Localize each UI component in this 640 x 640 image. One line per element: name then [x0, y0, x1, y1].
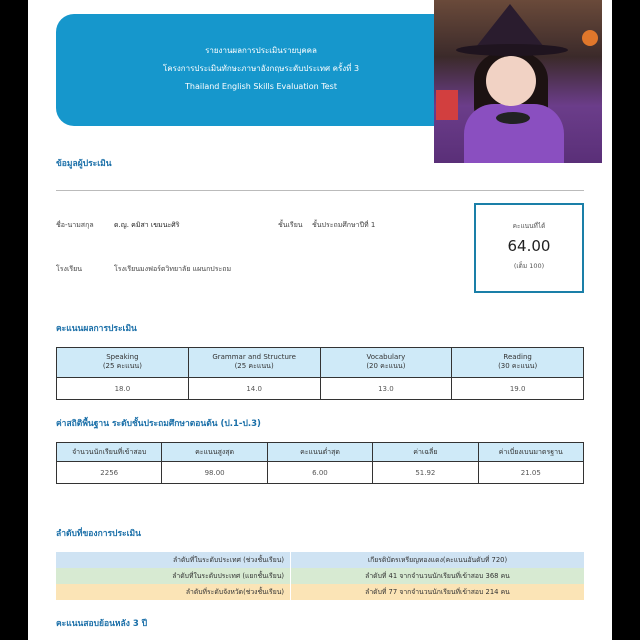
ranking-row	[56, 552, 584, 568]
header-title: รายงานผลการประเมินรายบุคคล	[205, 46, 317, 55]
photo-hat-brim	[456, 44, 568, 56]
stats-header-cell: ค่าเบี่ยงเบนมาตรฐาน	[478, 443, 583, 462]
stats-value-cell: 2256	[57, 462, 162, 484]
student-photo	[434, 0, 602, 163]
divider	[56, 190, 584, 191]
ranking-label: ลำดับที่ในระดับประเทศ (ช่วงชั้นเรียน)	[56, 552, 291, 568]
photo-decoration	[582, 30, 598, 46]
results-header-row	[57, 348, 584, 378]
grade-value: ชั้นประถมศึกษาปีที่ 1	[312, 221, 376, 229]
stats-header-cell: ค่าเฉลี่ย	[373, 443, 478, 462]
header-english-title: Thailand English Skills Evaluation Test	[185, 82, 337, 91]
ranking-value: ลำดับที่ 77 จากจำนวนนักเรียนที่เข้าสอบ 214 คน	[365, 588, 510, 596]
ranking-value: ลำดับที่ 41 จากจำนวนนักเรียนที่เข้าสอบ 368 คน	[365, 572, 510, 580]
results-value-row	[57, 378, 584, 400]
stats-value-cell: 98.00	[162, 462, 267, 484]
photo-bat-emblem	[496, 112, 530, 124]
results-value-cell: 19.0	[452, 378, 584, 400]
results-value-cell: 18.0	[57, 378, 189, 400]
results-header-cell: Reading (30 คะแนน)	[452, 348, 584, 378]
name-value: ด.ญ. คมิสา เขมนะศิริ	[114, 221, 180, 229]
ranking-row	[56, 568, 584, 584]
stats-header-cell: คะแนนต่ำสุด	[267, 443, 372, 462]
stats-header-cell: คะแนนสูงสุด	[162, 443, 267, 462]
school-value: โรงเรียนมงฟอร์ตวิทยาลัย แผนกประถม	[114, 265, 232, 273]
stats-section-title: ค่าสถิติพื้นฐาน ระดับชั้นประถมศึกษาตอนต้น (ป.1-ป.3)	[56, 419, 261, 429]
results-header-cell: Speaking (25 คะแนน)	[57, 348, 189, 378]
ranking-row	[56, 584, 584, 600]
report-sheet	[28, 0, 612, 640]
results-table	[56, 347, 584, 400]
stats-value-cell: 6.00	[267, 462, 372, 484]
info-section-title: ข้อมูลผู้ประเมิน	[56, 159, 112, 169]
photo-face	[486, 56, 536, 106]
ranking-section-title: ลำดับที่ของการประเมิน	[56, 529, 141, 539]
total-score-box	[474, 203, 584, 293]
score-max: (เต็ม 100)	[513, 262, 545, 270]
ranking-label: ลำดับที่ในระดับประเทศ (แยกชั้นเรียน)	[56, 568, 291, 584]
stats-value-cell: 51.92	[373, 462, 478, 484]
ranking-value: เกียรติบัตรเหรียญทองแดง(คะแนนอันดับที่ 720)	[367, 556, 508, 564]
ranking-label: ลำดับที่ระดับจังหวัด(ช่วงชั้นเรียน)	[56, 584, 291, 600]
stats-value-cell: 21.05	[478, 462, 583, 484]
photo-decoration	[436, 90, 458, 120]
stats-header-row	[57, 443, 584, 462]
results-value-cell: 13.0	[320, 378, 452, 400]
score-label: คะแนนที่ได้	[512, 222, 546, 230]
results-header-cell: Vocabulary (20 คะแนน)	[320, 348, 452, 378]
stats-table	[56, 442, 584, 484]
header-project: โครงการประเมินทักษะภาษาอังกฤษระดับประเทศ ครั้งที่ 3	[162, 64, 360, 73]
grade-label: ชั้นเรียน	[278, 221, 303, 229]
stats-header-cell: จำนวนนักเรียนที่เข้าสอบ	[57, 443, 162, 462]
stats-value-row	[57, 462, 584, 484]
results-header-cell: Grammar and Structure (25 คะแนน)	[188, 348, 320, 378]
results-section-title: คะแนนผลการประเมิน	[56, 324, 137, 334]
name-label: ชื่อ-นามสกุล	[56, 221, 94, 229]
ranking-table	[56, 552, 584, 600]
results-value-cell: 14.0	[188, 378, 320, 400]
history-section-title: คะแนนสอบย้อนหลัง 3 ปี	[56, 619, 148, 629]
report-header	[56, 14, 466, 126]
school-label: โรงเรียน	[56, 265, 82, 273]
score-value: 64.00	[507, 237, 551, 255]
